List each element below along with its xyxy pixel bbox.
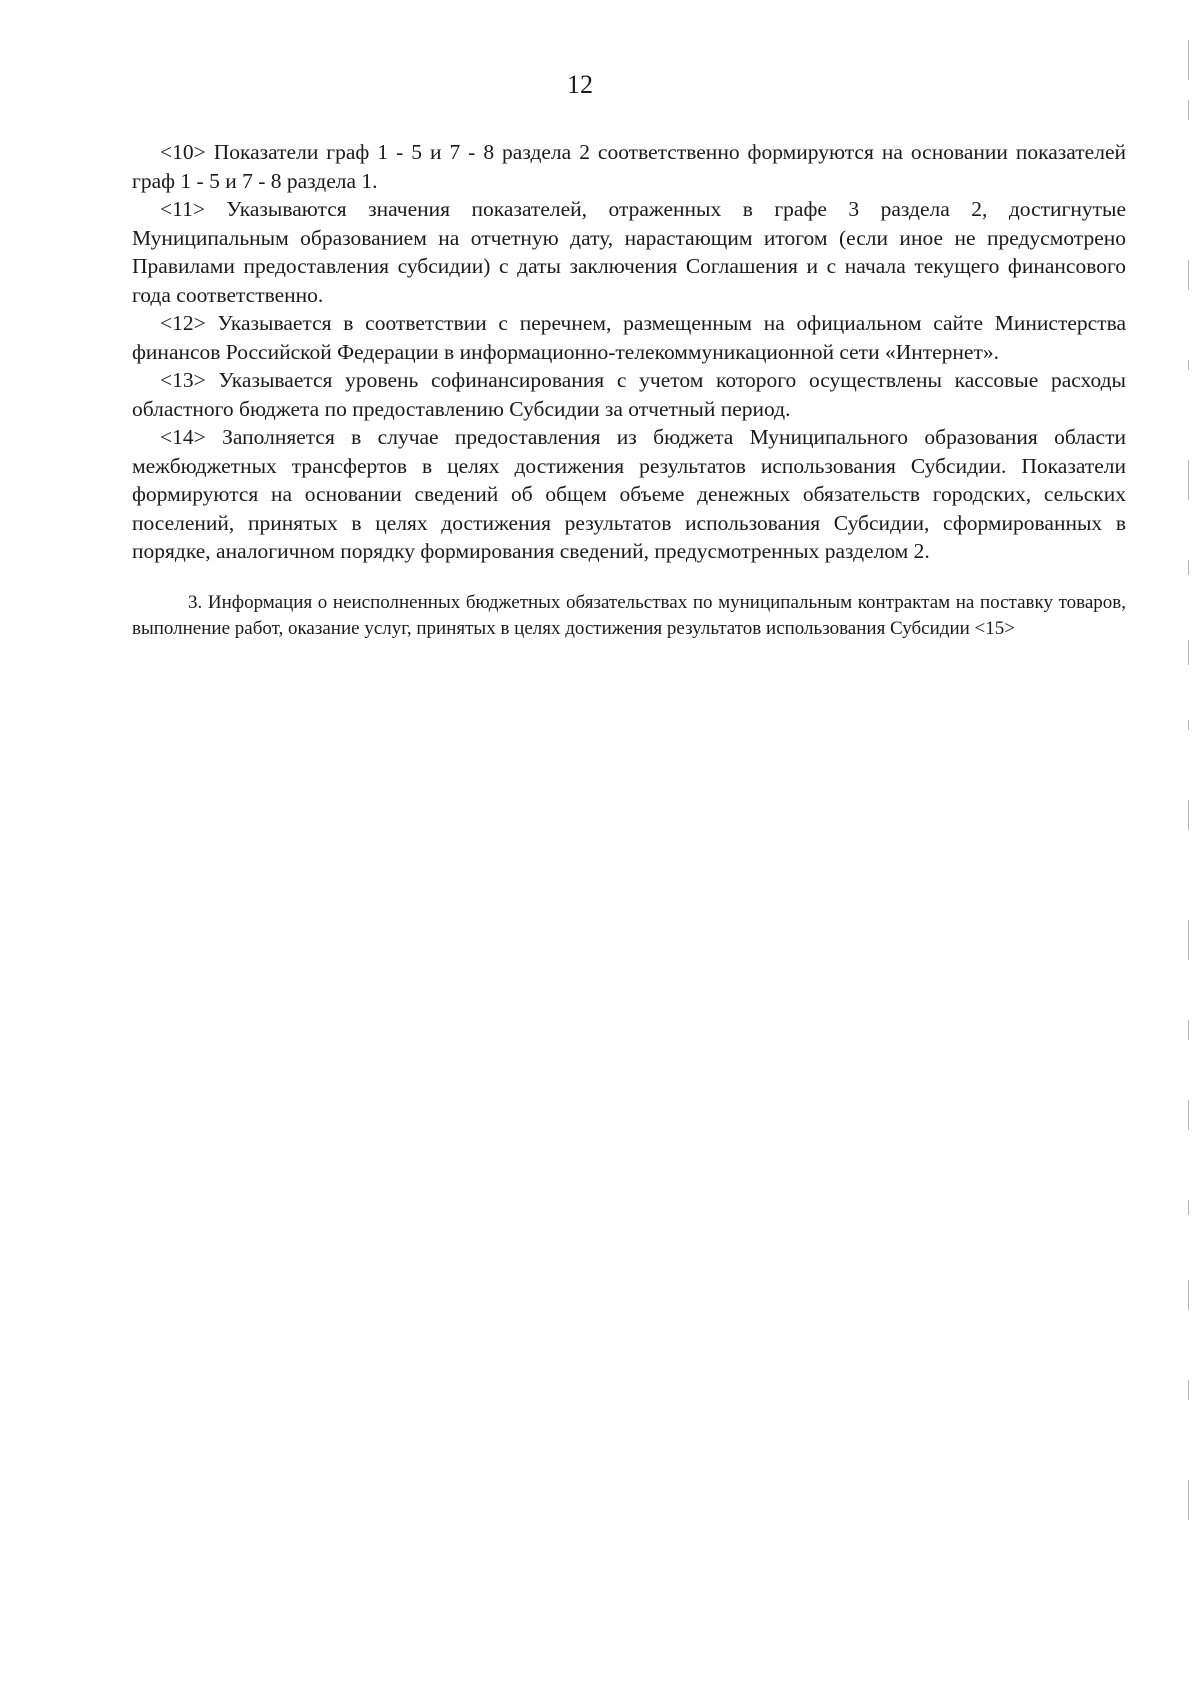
footnote-14: <14> Заполняется в случае предоставления из бюджета Муниципального образования области межбюджетных трансфертов в целях достижения результатов использования Субсидии. Показатели формируются на основании сведений об общем объеме денежных обязательств городских, сельских поселений, принятых в целях достижения результатов использования Субсидии, сформированных в порядке, аналогичном порядку формирования сведений, предусмотренных разделом 2. (132, 425, 1126, 563)
page-number: 12 (567, 70, 593, 99)
footnote-12: <12> Указывается в соответствии с перечнем, размещенным на официальном сайте Министерства финансов Российской Федерации в информационно-телекоммуникационной сети «Интернет». (132, 311, 1126, 364)
footnote-10: <10> Показатели граф 1 - 5 и 7 - 8 раздела 2 соответственно формируются на основании показателей граф 1 - 5 и 7 - 8 раздела 1. (132, 140, 1126, 193)
scan-edge-marks (1186, 40, 1192, 1640)
footnote-11: <11> Указываются значения показателей, отраженных в графе 3 раздела 2, достигнутые Муниципальным образованием на отчетную дату, нарастающим итогом (если иное не предусмотрено Правилами предоставления субсидии) с даты заключения Соглашения и с начала текущего финансового года соответственно. (132, 197, 1126, 307)
document-body (132, 138, 1126, 661)
section-3-heading: 3. Информация о неисполненных бюджетных обязательствах по муниципальным контрактам на поставку товаров, выполнение работ, оказание услуг, принятых в целях достижения результатов использования Субсидии <15> (132, 591, 1126, 639)
footnote-13: <13> Указывается уровень софинансирования с учетом которого осуществлены кассовые расходы областного бюджета по предоставлению Субсидии за отчетный период. (132, 368, 1126, 421)
